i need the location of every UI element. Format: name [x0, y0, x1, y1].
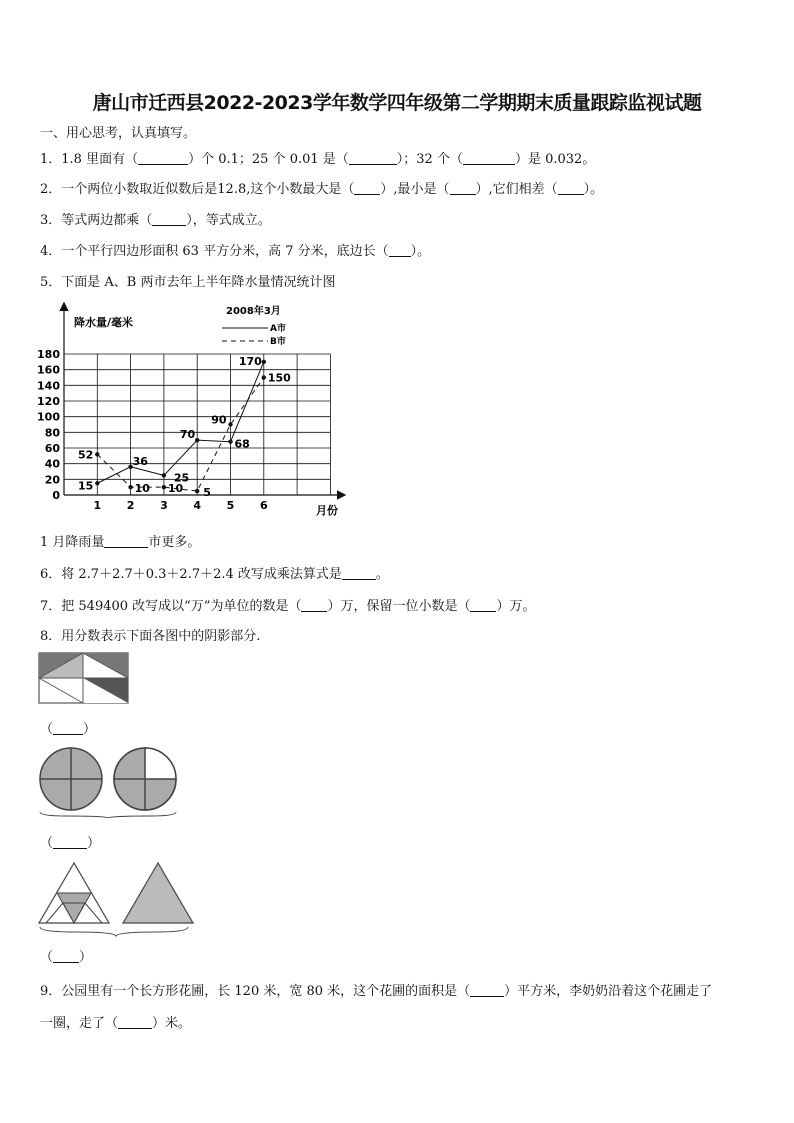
answer-blank[interactable]: [349, 152, 397, 165]
data-point: [228, 440, 232, 444]
answer-blank[interactable]: [118, 1016, 152, 1029]
answer-blank[interactable]: [301, 599, 327, 612]
rainfall-line-chart: [36, 298, 366, 523]
y-tick-label: 40: [44, 457, 60, 471]
section-heading: 一、用心思考，认真填写。: [40, 126, 197, 141]
data-point: [262, 360, 266, 364]
shaded-circles-figure: [36, 746, 184, 818]
data-label: 68: [234, 437, 250, 451]
data-point: [228, 422, 232, 426]
x-tick-label: 3: [160, 499, 168, 512]
answer-blank[interactable]: [342, 567, 376, 580]
data-point: [162, 485, 166, 489]
question-9-line-1: 9．公园里有一个长方形花圃，长 120 米，宽 80 米，这个花圃的面积是（ ）平方米，李奶奶沿着这个花圃走了: [40, 984, 713, 999]
answer-blank[interactable]: [470, 599, 496, 612]
answer-blank[interactable]: [53, 950, 79, 963]
data-label: 70: [179, 428, 196, 442]
y-tick-label: 80: [44, 426, 60, 440]
question-3: 3．等式两边都乘（ ），等式成立。: [40, 213, 271, 228]
data-label: 10: [134, 482, 150, 496]
data-label: 52: [77, 448, 94, 462]
data-point: [95, 452, 99, 456]
y-tick-label: 140: [37, 379, 60, 393]
y-tick-label: 120: [37, 395, 60, 408]
answer-blank[interactable]: [450, 182, 476, 195]
data-point: [95, 481, 99, 485]
answer-blank[interactable]: [354, 182, 380, 195]
y-axis-label: 降水量/毫米: [74, 316, 134, 329]
question-4: 4．一个平行四边形面积 63 平方分米，高 7 分米，底边长（ ）。: [40, 244, 431, 259]
figure-2-answer: （ ）: [40, 836, 101, 851]
y-tick-label: 100: [37, 410, 60, 424]
answer-blank[interactable]: [53, 722, 83, 735]
data-label: 25: [173, 471, 190, 485]
y-tick-label: 160: [37, 363, 60, 377]
data-label: 90: [211, 413, 227, 427]
answer-blank[interactable]: [558, 182, 584, 195]
x-tick-label: 2: [126, 499, 135, 512]
question-7: 7．把 549400 改写成以“万”为单位的数是（ ）万，保留一位小数是（ ）万。: [40, 599, 536, 614]
shaded-rectangle-figure: [38, 652, 130, 706]
question-9-line-2: 一圈，走了（ ）米。: [40, 1016, 192, 1031]
legend-b-label: B市: [270, 337, 286, 347]
answer-blank[interactable]: [470, 984, 504, 997]
data-label: 170: [238, 354, 262, 368]
y-tick-label: 60: [44, 442, 60, 455]
data-label: 15: [77, 479, 94, 493]
answer-blank[interactable]: [53, 836, 87, 849]
question-5: 5．下面是 A、B 两市去年上半年降水量情况统计图: [40, 275, 336, 290]
data-point: [195, 438, 199, 442]
figure-1-answer: （ ）: [40, 722, 97, 737]
data-label: 36: [132, 454, 148, 468]
question-1: 1．1.8 里面有（ ）个 0.1；25 个 0.01 是（ ）；32 个（ ）是 0.032。: [40, 152, 596, 167]
data-point: [162, 473, 166, 477]
answer-blank[interactable]: [463, 152, 515, 165]
data-label: 5: [203, 486, 211, 500]
question-2: 2．一个两位小数取近似数后是12.8,这个小数最大是（ ）,最小是（ ）,它们相差（ ）。: [40, 182, 604, 197]
answer-blank[interactable]: [389, 244, 411, 257]
answer-blank[interactable]: [104, 535, 148, 548]
figure-3-answer: （ ）: [40, 950, 93, 965]
data-point: [128, 485, 132, 489]
answer-blank[interactable]: [138, 152, 188, 165]
y-tick-label: 20: [44, 473, 60, 487]
x-tick-label: 1: [93, 499, 102, 512]
series-line-a: [97, 362, 263, 483]
shaded-triangles-figure: [36, 860, 198, 940]
y-tick-label: 0: [52, 489, 60, 502]
data-label: 10: [167, 482, 184, 496]
x-tick-label: 5: [226, 499, 235, 512]
x-tick-label: 6: [259, 499, 268, 512]
x-axis-label: 月份: [316, 504, 338, 517]
answer-blank[interactable]: [152, 213, 186, 226]
legend-a-label: A市: [270, 324, 286, 334]
data-label: 150: [267, 371, 291, 385]
question-8: 8．用分数表示下面各图中的阴影部分.: [40, 629, 261, 644]
question-5-answer: 1 月降雨量 市更多。: [40, 535, 201, 550]
chart-title: 2008年3月: [226, 306, 281, 317]
question-6: 6．将 2.7＋2.7＋0.3＋2.7＋2.4 改写成乘法算式是 。: [40, 567, 389, 582]
data-point: [195, 489, 199, 493]
data-point: [262, 375, 266, 379]
y-tick-label: 180: [37, 348, 60, 361]
x-tick-label: 4: [193, 499, 202, 512]
page-title: 唐山市迁西县2022-2023学年数学四年级第二学期期末质量跟踪监视试题: [92, 92, 702, 114]
